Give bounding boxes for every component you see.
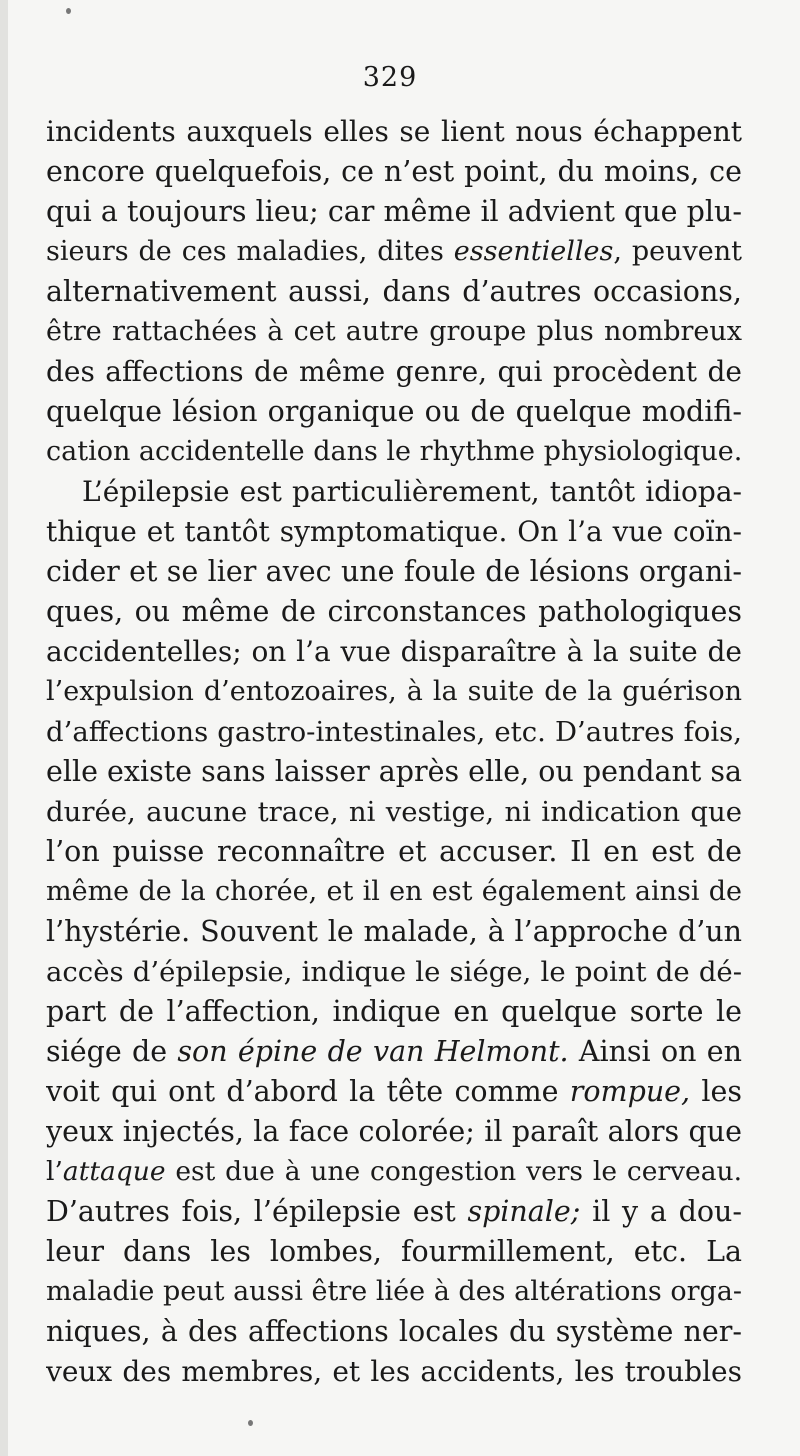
text-line bbox=[46, 592, 742, 632]
text-segment: d’affections gastro-intestinales, etc. D’autres fois, bbox=[46, 716, 742, 748]
text-segment: l’on puisse reconnaître et accuser. Il en est de bbox=[46, 835, 742, 868]
text-segment: durée, aucune trace, ni vestige, ni indication que bbox=[46, 796, 742, 828]
text-segment: ques, ou même de circonstances pathologiques bbox=[46, 595, 742, 628]
text-line bbox=[46, 1152, 742, 1192]
text-segment: L’épilepsie est particulièrement, tantôt idiopa- bbox=[82, 475, 742, 508]
text-line bbox=[46, 912, 742, 952]
text-segment: veux des membres, et les accidents, les troubles bbox=[46, 1355, 742, 1388]
text-segment: voit qui ont d’abord la tête comme bbox=[46, 1075, 570, 1108]
text-line bbox=[46, 1352, 742, 1392]
ink-speck bbox=[66, 8, 71, 14]
text-segment: maladie peut aussi être liée à des altérations orga- bbox=[46, 1276, 742, 1307]
page-number: 329 bbox=[362, 62, 418, 93]
text-segment: l’hystérie. Souvent le malade, à l’approche d’un bbox=[46, 915, 742, 948]
text-line bbox=[46, 192, 742, 232]
text-segment: encore quelquefois, ce n’est point, du moins, ce bbox=[46, 155, 742, 188]
italic-text: attaque bbox=[62, 1156, 166, 1187]
text-line bbox=[46, 392, 742, 432]
italic-text: spinale; bbox=[467, 1195, 581, 1228]
text-line bbox=[46, 792, 742, 832]
page-edge bbox=[0, 0, 8, 1456]
text-segment: cider et se lier avec une foule de lésions organi- bbox=[46, 555, 742, 588]
text-line bbox=[46, 472, 742, 512]
text-segment: , peuvent bbox=[613, 236, 742, 267]
text-line bbox=[46, 872, 742, 912]
text-line bbox=[46, 832, 742, 872]
text-segment: être rattachées à cet autre groupe plus nombreux bbox=[46, 316, 742, 347]
text-line bbox=[46, 1192, 742, 1232]
text-segment: incidents auxquels elles se lient nous échappent bbox=[46, 115, 742, 148]
body-text bbox=[46, 112, 742, 1392]
text-segment: siége de bbox=[46, 1035, 178, 1068]
text-line bbox=[46, 1112, 742, 1152]
text-segment: Ainsi on en bbox=[568, 1035, 742, 1068]
text-line bbox=[46, 1232, 742, 1272]
text-line bbox=[46, 352, 742, 392]
text-segment: est due à une congestion vers le cerveau. bbox=[165, 1156, 742, 1187]
italic-text: essentielles bbox=[453, 236, 614, 267]
text-segment: cation accidentelle dans le rhythme physiologique. bbox=[46, 436, 742, 467]
text-line bbox=[46, 272, 742, 312]
text-segment: leur dans les lombes, fourmillement, etc. La bbox=[46, 1235, 742, 1268]
italic-text: rompue, bbox=[569, 1075, 691, 1108]
italic-text: son épine de van Helmont. bbox=[177, 1035, 569, 1068]
ink-speck bbox=[248, 1420, 253, 1426]
text-line bbox=[46, 552, 742, 592]
text-line bbox=[46, 712, 742, 752]
text-segment: qui a toujours lieu; car même il advient que plu- bbox=[46, 195, 742, 228]
text-line bbox=[46, 112, 742, 152]
text-line bbox=[46, 152, 742, 192]
text-line bbox=[46, 432, 742, 472]
text-segment: accès d’épilepsie, indique le siége, le point de dé- bbox=[46, 956, 742, 988]
text-line bbox=[46, 512, 742, 552]
text-segment: quelque lésion organique ou de quelque modifi- bbox=[46, 395, 742, 428]
text-line bbox=[46, 992, 742, 1032]
text-segment: part de l’affection, indique en quelque sorte le bbox=[46, 995, 742, 1028]
text-segment: accidentelles; on l’a vue disparaître à la suite de bbox=[46, 635, 742, 668]
text-segment: yeux injectés, la face colorée; il paraît alors que bbox=[46, 1115, 742, 1148]
text-segment: elle existe sans laisser après elle, ou pendant sa bbox=[46, 755, 742, 788]
text-segment: il y a dou- bbox=[580, 1195, 742, 1228]
text-line bbox=[46, 1312, 742, 1352]
text-line bbox=[46, 312, 742, 352]
text-line bbox=[46, 1032, 742, 1072]
text-segment: niques, à des affections locales du système ner- bbox=[46, 1315, 742, 1348]
text-line bbox=[46, 1072, 742, 1112]
text-line bbox=[46, 752, 742, 792]
text-segment: l’expulsion d’entozoaires, à la suite de la guérison bbox=[46, 676, 742, 707]
text-line bbox=[46, 952, 742, 992]
text-segment: D’autres fois, l’épilepsie est bbox=[46, 1195, 468, 1228]
text-segment: sieurs de ces maladies, dites bbox=[46, 236, 454, 267]
text-segment: l’ bbox=[46, 1156, 63, 1187]
text-segment: les bbox=[690, 1075, 742, 1108]
text-line bbox=[46, 672, 742, 712]
text-line bbox=[46, 1272, 742, 1312]
text-line bbox=[46, 632, 742, 672]
text-segment: des affections de même genre, qui procèdent de bbox=[46, 355, 742, 388]
text-segment: thique et tantôt symptomatique. On l’a vue coïn- bbox=[46, 515, 742, 548]
text-segment: alternativement aussi, dans d’autres occasions, bbox=[46, 275, 742, 308]
text-line bbox=[46, 232, 742, 272]
text-segment: même de la chorée, et il en est également ainsi de bbox=[46, 876, 742, 907]
